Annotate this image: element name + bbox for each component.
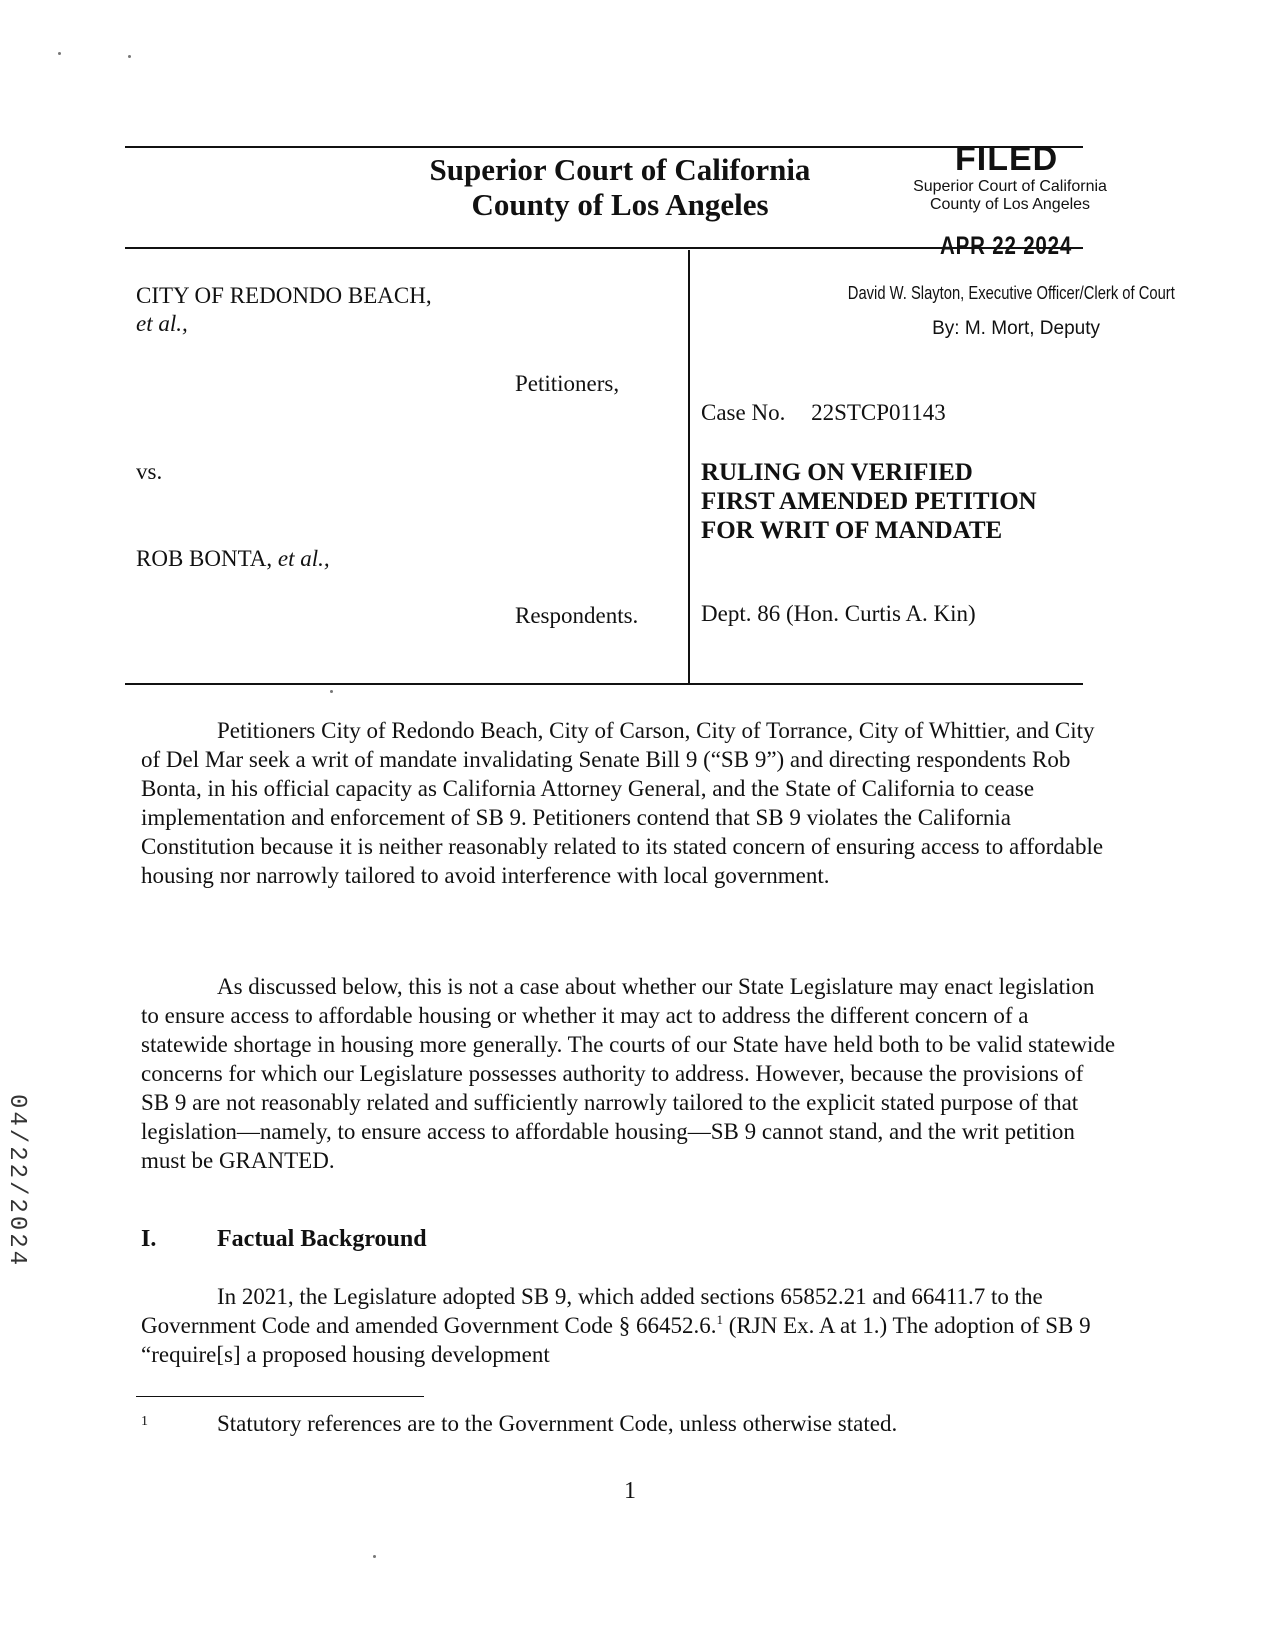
scan-speck xyxy=(128,55,131,58)
body-paragraph-1: Petitioners City of Redondo Beach, City of Carson, City of Torrance, City of Whittier, and City of Del Mar seek a writ of mandate invalidating Senate Bill 9 (“SB 9”) and directing respondents Rob Bonta, in his official capacity as California Attorney General, and the State of California to cease implementation and enforcement of SB 9. Petitioners contend that SB 9 violates the California Constitution because it is neither reasonably related to its stated concern of ensuring access to affordable housing nor narrowly tailored to avoid interference with local government. xyxy=(141,718,1104,888)
respondent-et-al: et al., xyxy=(277,546,330,571)
petitioner-name-text: CITY OF REDONDO BEACH, xyxy=(136,283,432,308)
header-top-rule xyxy=(125,146,1083,148)
case-number-label: Case No. xyxy=(701,400,786,425)
filed-stamp-court-line2: County of Los Angeles xyxy=(929,196,1091,213)
case-number-value: 22STCP01143 xyxy=(811,400,946,425)
caption-bottom-rule xyxy=(125,683,1083,685)
footnote-number: 1 xyxy=(141,1414,148,1429)
footnote-reference: 1 xyxy=(716,1312,724,1327)
deputy-name: By: M. Mort, Deputy xyxy=(932,318,1100,339)
paragraph-3-text-cont: (RJN Ex. A at 1.) The adoption of SB 9 “require[s] a proposed housing development xyxy=(141,1313,1091,1367)
department-judge: Dept. 86 (Hon. Curtis A. Kin) xyxy=(701,601,976,626)
petitioner-name xyxy=(136,282,432,338)
filed-stamp-court-line1: Superior Court of California xyxy=(913,178,1107,195)
clerk-name xyxy=(720,283,1175,304)
filed-stamp-label: FILED xyxy=(955,140,1059,178)
filed-stamp-date: APR 22 2024 xyxy=(940,232,1073,260)
court-title-line2: County of Los Angeles xyxy=(471,187,769,222)
scan-speck xyxy=(373,1555,376,1558)
respondent-name-text: ROB BONTA, xyxy=(136,546,273,571)
scan-speck xyxy=(58,52,61,55)
side-date-stamp: 04/22/2024 xyxy=(3,1094,30,1269)
court-title xyxy=(360,152,880,222)
section-heading xyxy=(141,1224,427,1254)
body-paragraph-2: As discussed below, this is not a case about whether our State Legislature may enact legislation to ensure access to affordable housing or whether it may act to address the different concern of a statewide shortage in housing more generally. The courts of our State have held both to be valid statewide concerns for which our Legislature possesses authority to address. However, because the provisions of SB 9 are not reasonably related and sufficiently narrowly tailored to the explicit stated purpose of that legislation—namely, to ensure access to affordable housing—SB 9 cannot stand, and the writ petition must be GRANTED. xyxy=(141,974,1116,1173)
filed-stamp-court xyxy=(880,178,1140,214)
ruling-title: RULING ON VERIFIED FIRST AMENDED PETITION FOR WRIT OF MANDATE xyxy=(701,459,1037,544)
paragraph-3-text: In 2021, the Legislature adopted SB 9, which added sections 65852.21 and 66411.7 to the Government Code and amended Government Code § 66452.6. xyxy=(141,1284,1043,1338)
respondent-name xyxy=(136,545,330,573)
footnote xyxy=(141,1408,1121,1438)
petitioner-et-al: et al., xyxy=(136,311,188,336)
section-number: I. xyxy=(141,1226,157,1252)
caption-divider xyxy=(688,250,690,684)
versus-label: vs. xyxy=(136,459,163,484)
petitioners-label: Petitioners, xyxy=(515,371,620,396)
respondents-label: Respondents. xyxy=(515,603,639,628)
footnote-rule xyxy=(136,1396,424,1397)
footnote-text: Statutory references are to the Government Code, unless otherwise stated. xyxy=(217,1411,898,1436)
body-paragraph-3 xyxy=(141,1282,1116,1369)
page-number: 1 xyxy=(624,1478,636,1504)
scan-speck xyxy=(330,690,333,693)
case-number xyxy=(701,399,946,427)
section-title: Factual Background xyxy=(217,1226,427,1252)
court-title-line1: Superior Court of California xyxy=(429,152,811,187)
clerk-name-text: David W. Slayton, Executive Officer/Clerk of Court xyxy=(847,283,1175,303)
